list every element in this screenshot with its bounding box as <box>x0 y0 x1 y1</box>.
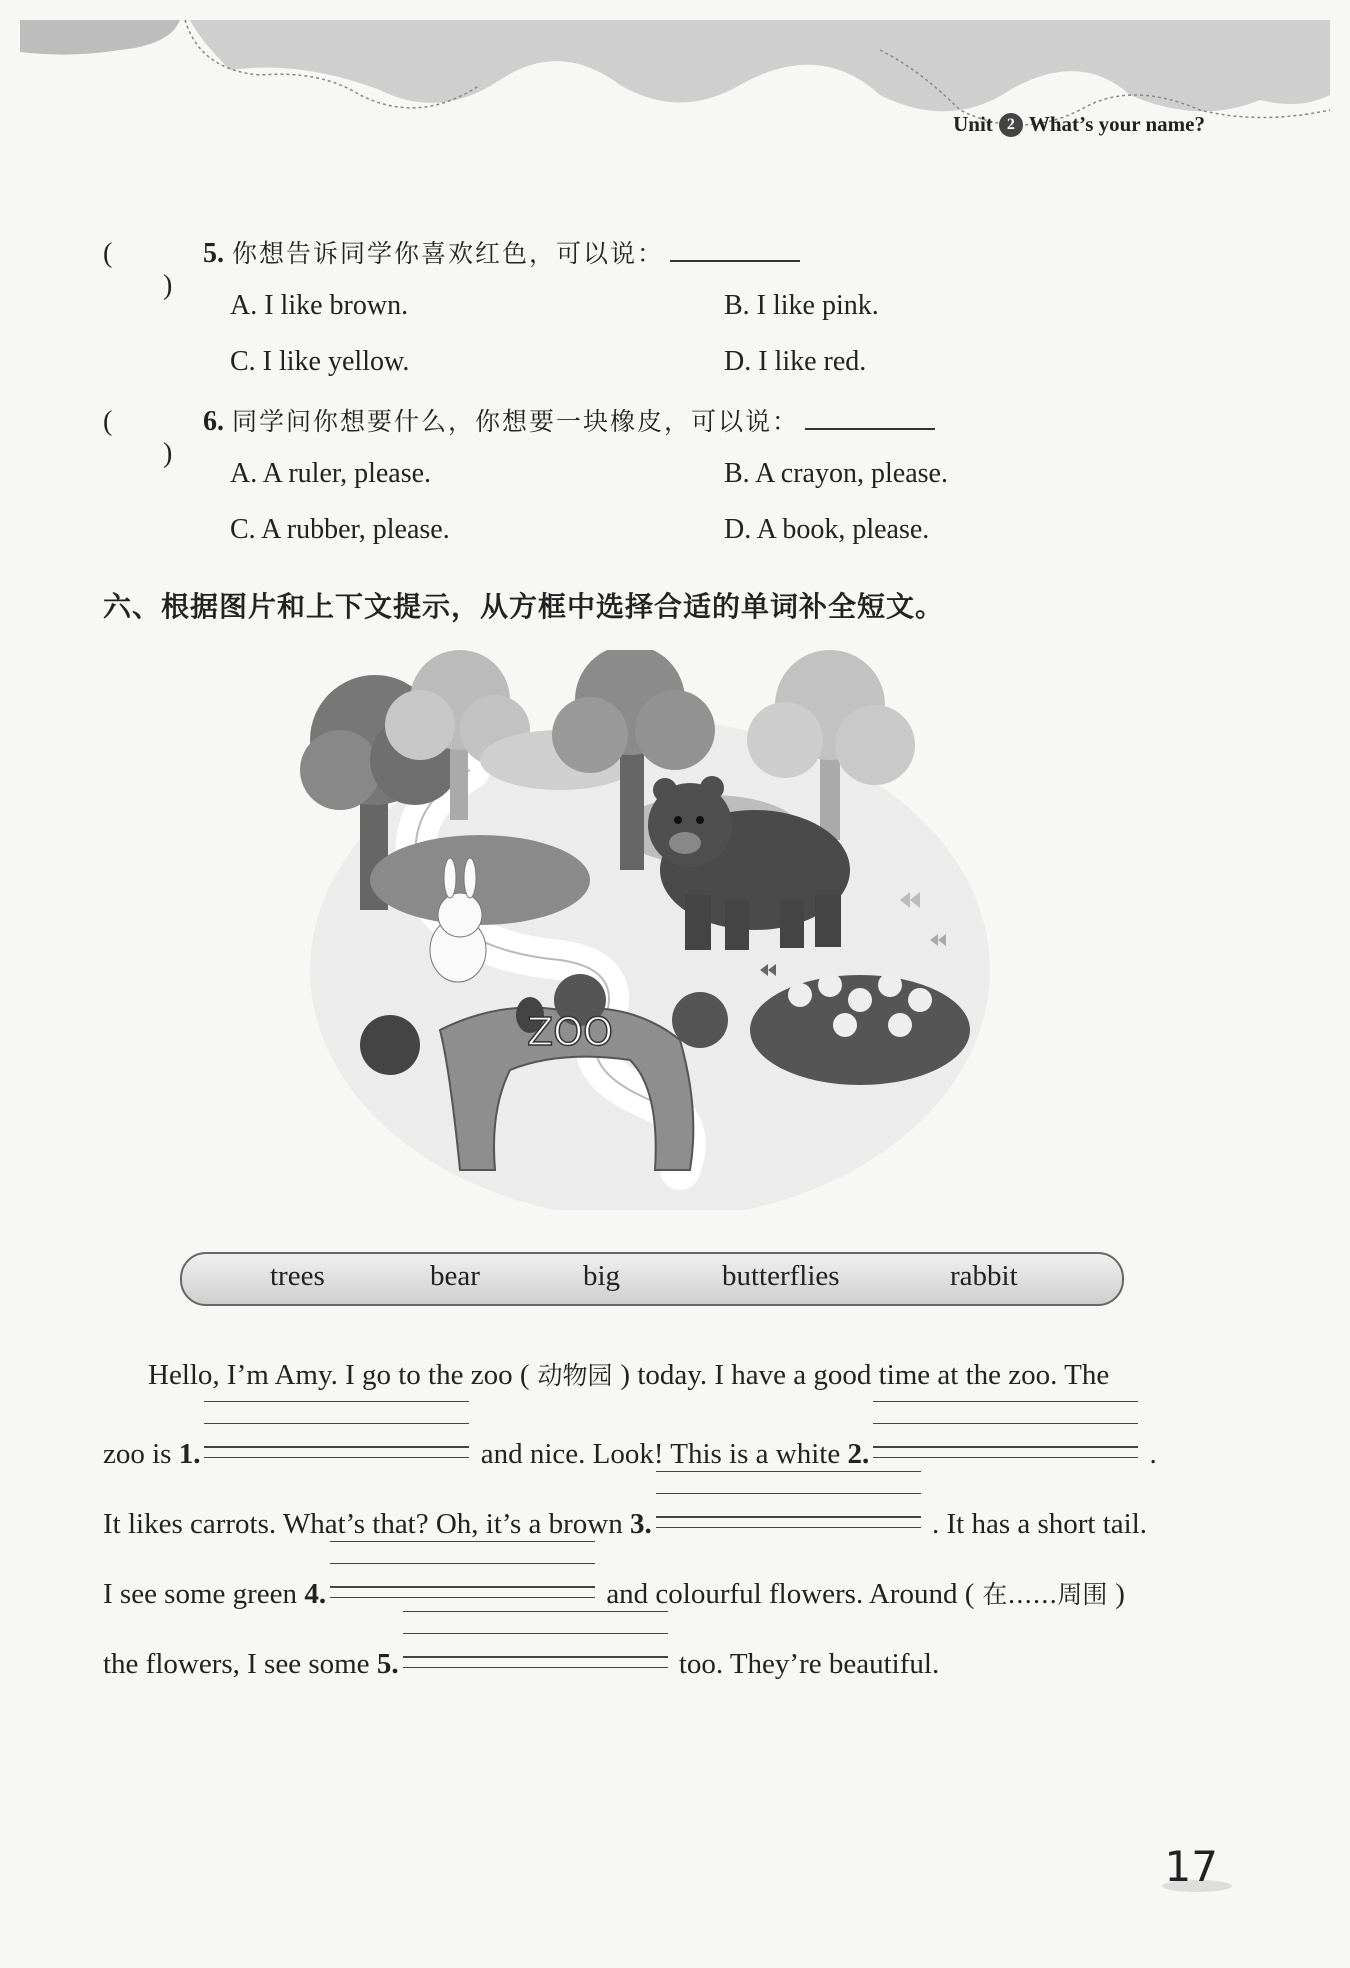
unit-label: Unit <box>953 112 993 136</box>
unit-number-badge: 2 <box>999 113 1023 137</box>
passage-line-1: Hello, I’m Amy. I go to the zoo ( 动物园 ) today. I have a good time at the zoo. The <box>148 1359 1110 1391</box>
answer-blank[interactable] <box>805 400 935 430</box>
question-number: 5. <box>203 238 224 269</box>
option-b[interactable]: B. I like pink. <box>724 290 879 321</box>
blank-number: 4. <box>304 1578 327 1610</box>
question-5 <box>103 232 800 302</box>
cloud-header-decoration <box>0 0 1350 170</box>
question-prompt: 你想告诉同学你喜欢红色，可以说： <box>232 239 665 268</box>
option-a[interactable]: A. I like brown. <box>230 290 409 321</box>
passage-line-2: zoo is 1. and nice. Look! This is a white 2. . <box>103 1435 1157 1471</box>
word-bank-item[interactable]: trees <box>270 1260 325 1292</box>
answer-blank[interactable] <box>670 232 800 262</box>
answer-bracket[interactable]: ( ) <box>103 406 173 469</box>
option-c[interactable]: C. A rubber, please. <box>230 514 450 545</box>
section-6-title: 六、根据图片和上下文提示，从方框中选择合适的单词补全短文。 <box>103 590 945 623</box>
answer-line-1[interactable] <box>204 1435 469 1463</box>
question-number: 6. <box>203 406 224 437</box>
answer-line-3[interactable] <box>656 1505 921 1533</box>
zoo-sign-text: ZOO <box>527 1010 613 1054</box>
unit-title: What’s your name? <box>1028 112 1205 136</box>
blank-number: 2. <box>847 1438 870 1470</box>
word-bank-item[interactable]: butterflies <box>722 1260 840 1292</box>
blank-number: 5. <box>376 1648 399 1680</box>
passage-line-4: I see some green 4. and colourful flowers. Around ( 在……周围 ) <box>103 1575 1125 1611</box>
word-bank-item[interactable]: big <box>583 1260 621 1292</box>
unit-header <box>953 112 1205 137</box>
answer-line-2[interactable] <box>873 1435 1138 1463</box>
option-b[interactable]: B. A crayon, please. <box>724 458 948 489</box>
question-prompt: 同学问你想要什么，你想要一块橡皮，可以说： <box>232 407 800 436</box>
zoo-illustration <box>300 650 1000 1210</box>
word-bank-item[interactable]: rabbit <box>950 1260 1018 1292</box>
option-c[interactable]: C. I like yellow. <box>230 346 410 377</box>
option-d[interactable]: D. I like red. <box>724 346 867 377</box>
answer-line-4[interactable] <box>330 1575 595 1603</box>
option-a[interactable]: A. A ruler, please. <box>230 458 432 489</box>
answer-bracket[interactable]: ( ) <box>103 238 173 301</box>
answer-line-5[interactable] <box>403 1645 668 1673</box>
blank-number: 1. <box>178 1438 201 1470</box>
page-number: 17 <box>1164 1842 1218 1891</box>
passage-line-3: It likes carrots. What’s that? Oh, it’s a brown 3. . It has a short tail. <box>103 1505 1147 1541</box>
word-bank-item[interactable]: bear <box>430 1260 480 1292</box>
option-d[interactable]: D. A book, please. <box>724 514 930 545</box>
passage-line-5: the flowers, I see some 5. too. They’re beautiful. <box>103 1645 939 1681</box>
blank-number: 3. <box>629 1508 652 1540</box>
